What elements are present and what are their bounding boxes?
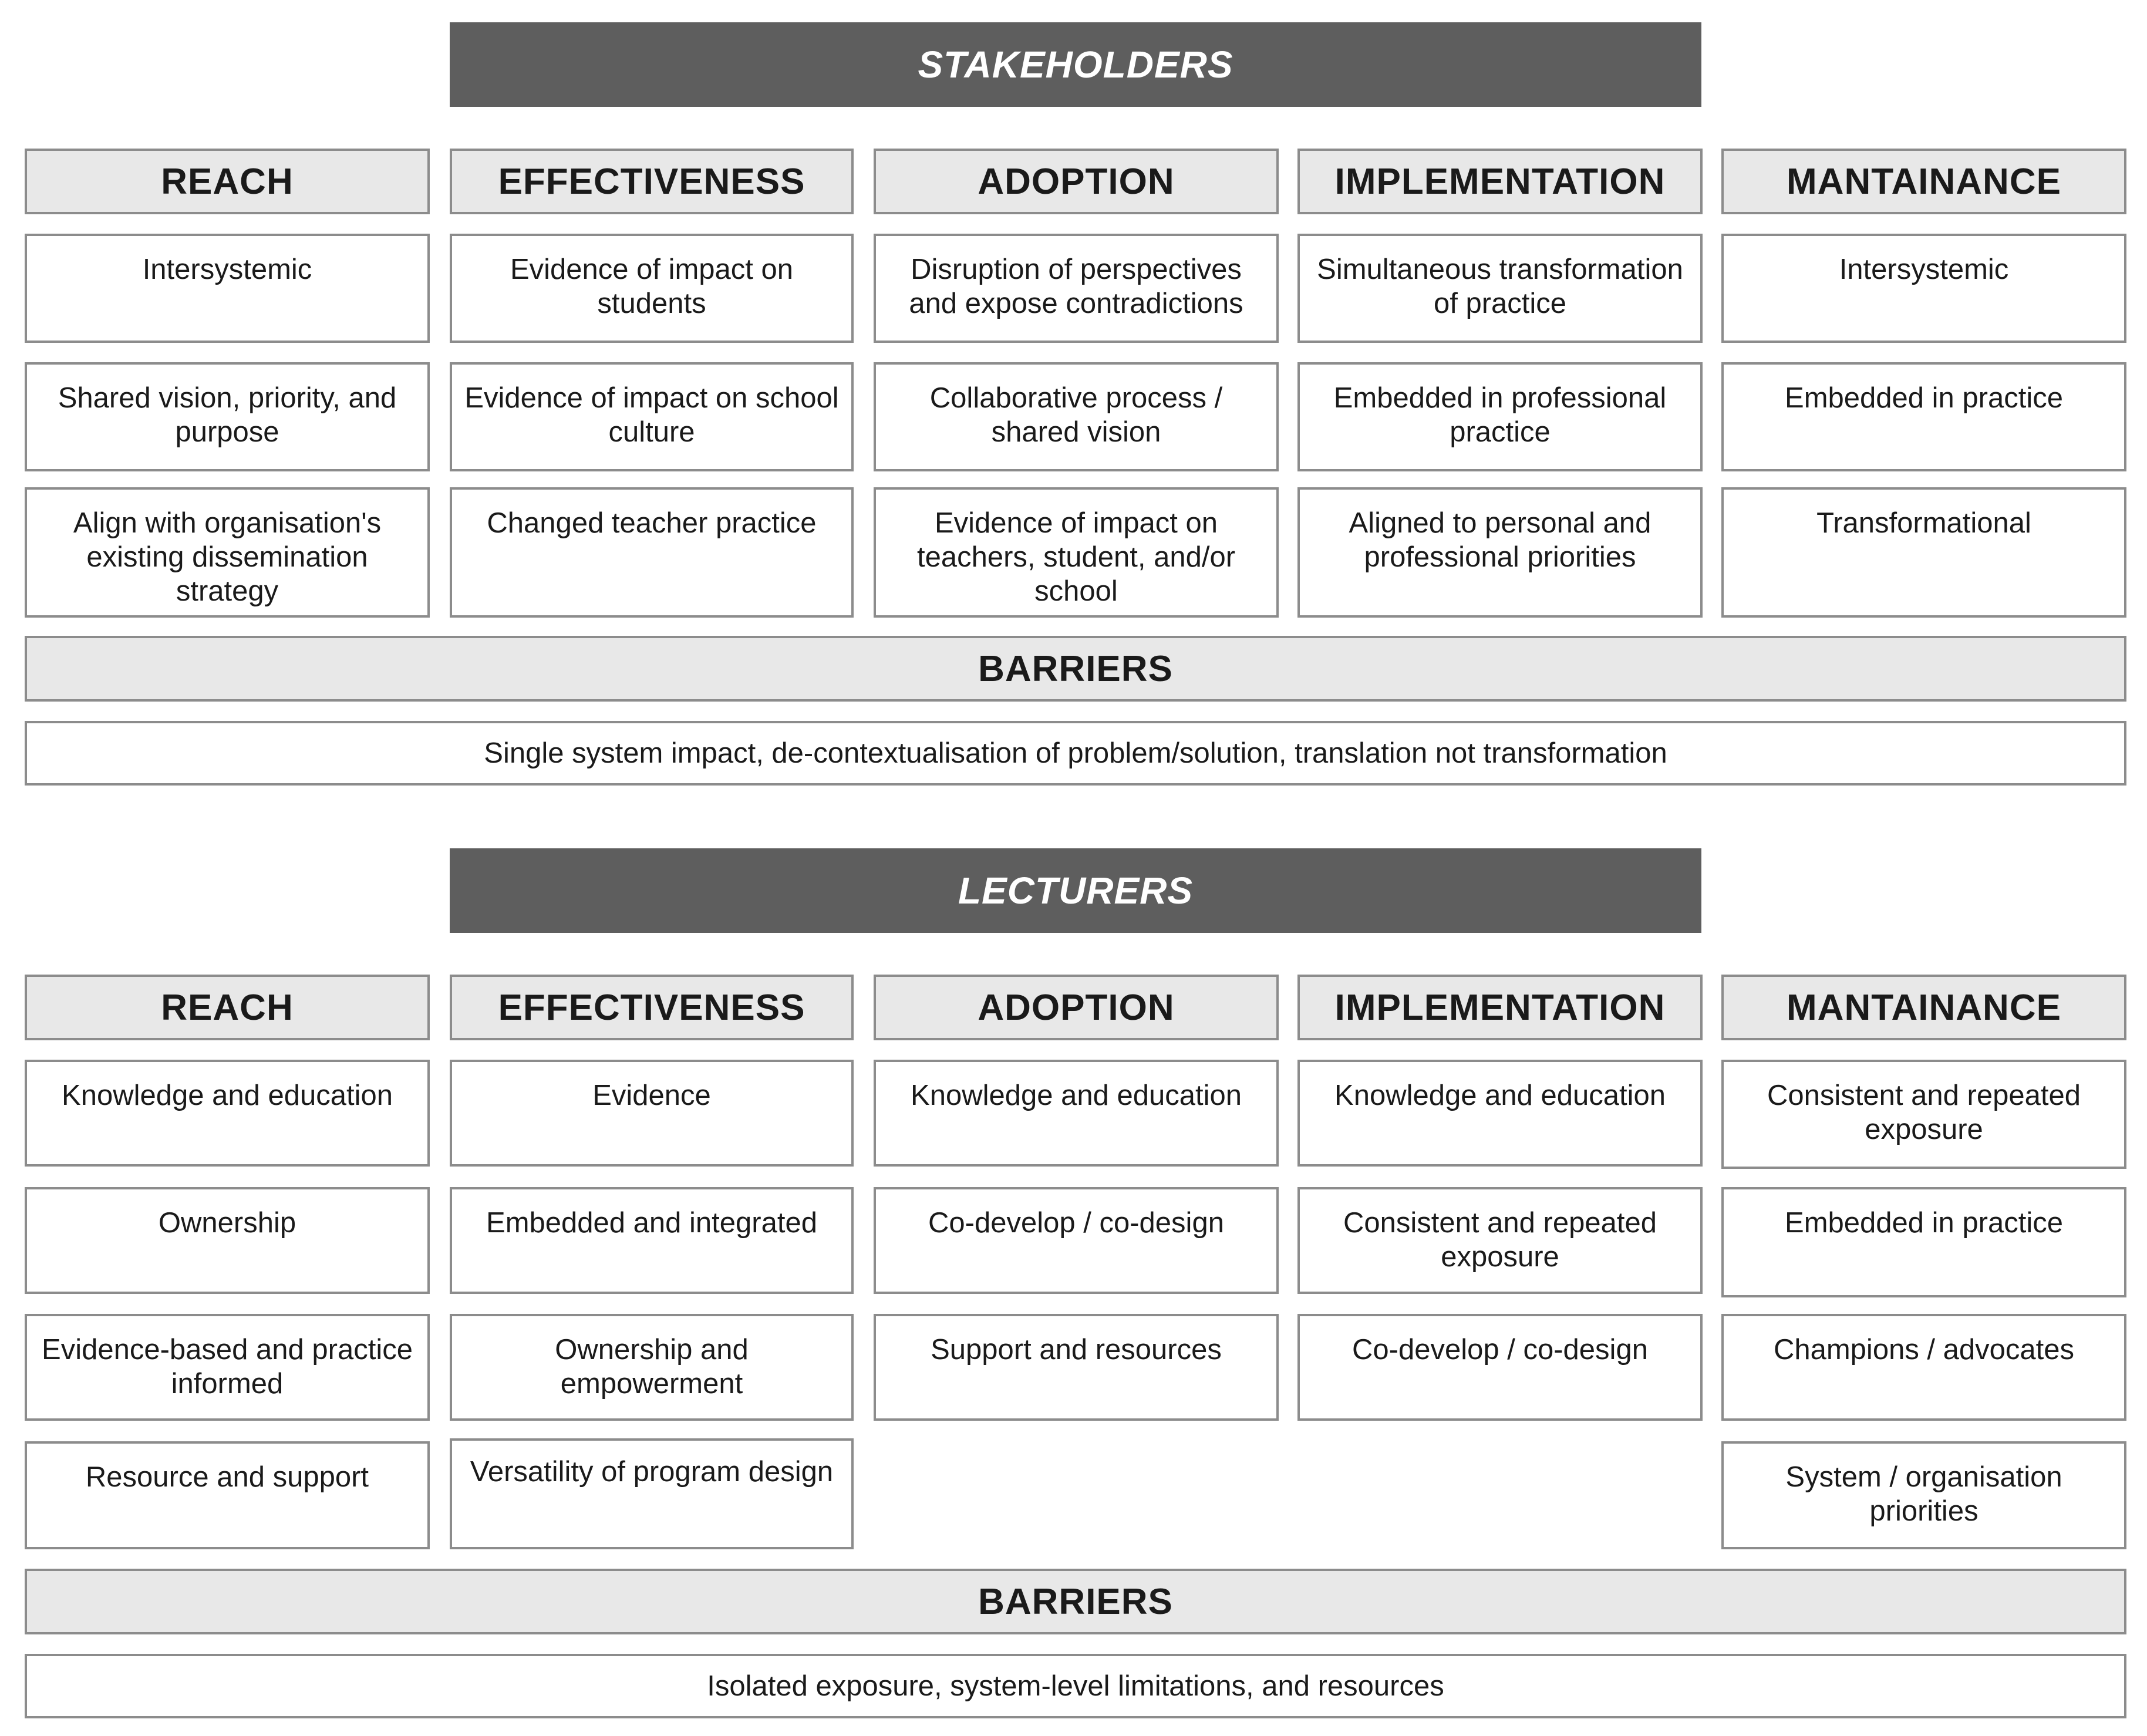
lecturers-cell: Knowledge and education: [25, 1060, 430, 1167]
stakeholders-cell: Transformational: [1721, 487, 2126, 618]
lecturers-header-effectiveness: EFFECTIVENESS: [450, 975, 854, 1040]
stakeholders-title: STAKEHOLDERS: [450, 22, 1701, 107]
stakeholders-cell: Evidence of impact on school culture: [450, 362, 854, 471]
lecturers-header-adoption: ADOPTION: [874, 975, 1279, 1040]
stakeholders-header-implementation: IMPLEMENTATION: [1297, 149, 1703, 214]
lecturers-cell: Evidence-based and practice informed: [25, 1314, 430, 1421]
lecturers-cell: Ownership: [25, 1187, 430, 1294]
stakeholders-cell: Shared vision, priority, and purpose: [25, 362, 430, 471]
lecturers-header-maintenance: MANTAINANCE: [1721, 975, 2126, 1040]
stakeholders-barriers-header: BARRIERS: [25, 636, 2126, 702]
lecturers-cell: Embedded and integrated: [450, 1187, 854, 1294]
stakeholders-cell: Embedded in practice: [1721, 362, 2126, 471]
stakeholders-cell: Intersystemic: [1721, 234, 2126, 343]
lecturers-barriers-header: BARRIERS: [25, 1569, 2126, 1634]
stakeholders-cell: Evidence of impact on teachers, student, and/or school: [874, 487, 1279, 618]
stakeholders-cell: Evidence of impact on students: [450, 234, 854, 343]
lecturers-header-implementation: IMPLEMENTATION: [1297, 975, 1703, 1040]
lecturers-cell: Evidence: [450, 1060, 854, 1167]
lecturers-cell: Consistent and repeated exposure: [1297, 1187, 1703, 1294]
stakeholders-cell: Aligned to personal and professional priorities: [1297, 487, 1703, 618]
lecturers-cell: Champions / advocates: [1721, 1314, 2126, 1421]
lecturers-cell: Resource and support: [25, 1441, 430, 1549]
lecturers-cell: Embedded in practice: [1721, 1187, 2126, 1297]
stakeholders-cell: Simultaneous transformation of practice: [1297, 234, 1703, 343]
stakeholders-header-reach: REACH: [25, 149, 430, 214]
stakeholders-barriers-text: Single system impact, de-contextualisation of problem/solution, translation not transformation: [25, 721, 2126, 786]
stakeholders-cell: Align with organisation's existing dissemination strategy: [25, 487, 430, 618]
stakeholders-cell: Changed teacher practice: [450, 487, 854, 618]
stakeholders-cell: Disruption of perspectives and expose contradictions: [874, 234, 1279, 343]
lecturers-cell: Consistent and repeated exposure: [1721, 1060, 2126, 1169]
lecturers-cell: Co-develop / co-design: [874, 1187, 1279, 1294]
lecturers-title: LECTURERS: [450, 848, 1701, 933]
stakeholders-cell: Embedded in professional practice: [1297, 362, 1703, 471]
lecturers-header-reach: REACH: [25, 975, 430, 1040]
stakeholders-header-adoption: ADOPTION: [874, 149, 1279, 214]
stakeholders-cell: Collaborative process / shared vision: [874, 362, 1279, 471]
lecturers-cell: Versatility of program design: [450, 1438, 854, 1549]
lecturers-cell: Knowledge and education: [1297, 1060, 1703, 1167]
stakeholders-header-effectiveness: EFFECTIVENESS: [450, 149, 854, 214]
stakeholders-header-maintenance: MANTAINANCE: [1721, 149, 2126, 214]
stakeholders-cell: Intersystemic: [25, 234, 430, 343]
lecturers-cell: System / organisation priorities: [1721, 1441, 2126, 1549]
lecturers-cell: Ownership and empowerment: [450, 1314, 854, 1421]
lecturers-cell: Support and resources: [874, 1314, 1279, 1421]
lecturers-cell: Co-develop / co-design: [1297, 1314, 1703, 1421]
lecturers-barriers-text: Isolated exposure, system-level limitations, and resources: [25, 1654, 2126, 1718]
lecturers-cell: Knowledge and education: [874, 1060, 1279, 1167]
